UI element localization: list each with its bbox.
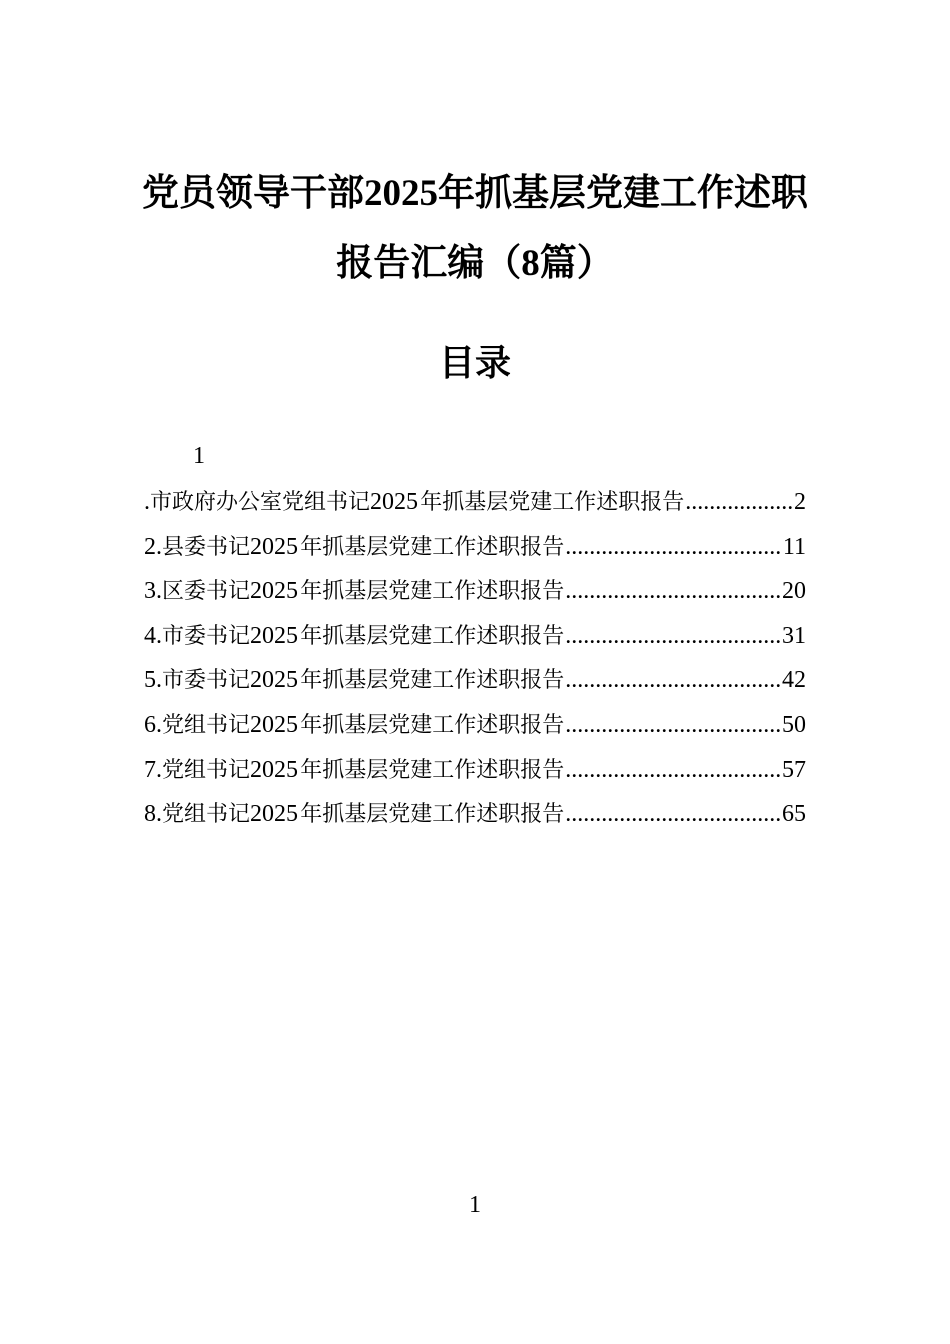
toc-page-number: 42 (782, 667, 806, 694)
toc-leader-dots (685, 484, 793, 520)
toc-page-number: 65 (782, 801, 806, 828)
toc-page-number: 50 (782, 711, 806, 738)
toc-page-number: 20 (782, 578, 806, 605)
toc-heading: 目录 (438, 343, 511, 383)
toc-entry-title: 2.县委书记2025 年抓基层党建工作述职报告 (144, 533, 565, 560)
toc-leader-dots (565, 752, 781, 788)
toc-page-number: 2 (794, 489, 806, 515)
toc-entry-7[interactable] (144, 752, 806, 797)
toc-entry-title: 7.党组书记2025 年抓基层党建工作述职报告 (144, 756, 565, 783)
toc-entry-title: 3.区委书记2025 年抓基层党建工作述职报告 (144, 578, 565, 605)
toc-page-number: 31 (782, 622, 806, 649)
toc-entry-title: 6.党组书记2025 年抓基层党建工作述职报告 (144, 711, 565, 738)
toc-entry-title: .市政府办公室党组书记2025 年抓基层党建工作述职报告 (144, 489, 685, 515)
toc-first-number: 1 (193, 443, 205, 469)
toc-entry-5[interactable] (144, 662, 806, 707)
toc-leader-dots (565, 529, 782, 565)
document-title-line1: 党员领导干部2025年抓基层党建工作述职 (142, 173, 808, 214)
toc-entry-title: 4.市委书记2025 年抓基层党建工作述职报告 (144, 622, 565, 649)
toc-entry-6[interactable] (144, 707, 806, 752)
toc-leader-dots (565, 618, 781, 654)
toc-entry-title: 8.党组书记2025 年抓基层党建工作述职报告 (144, 801, 565, 828)
toc-leader-dots (565, 796, 781, 832)
toc-leader-dots (565, 662, 781, 698)
toc-entry-title: 5.市委书记2025 年抓基层党建工作述职报告 (144, 667, 565, 694)
toc-leader-dots (565, 707, 781, 743)
toc-leader-dots (565, 573, 781, 609)
toc-page-number: 57 (782, 756, 806, 783)
page-number-footer: 1 (469, 1192, 481, 1218)
toc-entry-1[interactable] (144, 484, 806, 529)
table-of-contents (144, 484, 806, 841)
document-title-line2: 报告汇编（8篇） (336, 243, 614, 284)
toc-entry-4[interactable] (144, 618, 806, 663)
toc-entry-3[interactable] (144, 573, 806, 618)
toc-entry-2[interactable] (144, 529, 806, 574)
toc-entry-8[interactable] (144, 796, 806, 841)
toc-page-number: 11 (782, 533, 806, 560)
